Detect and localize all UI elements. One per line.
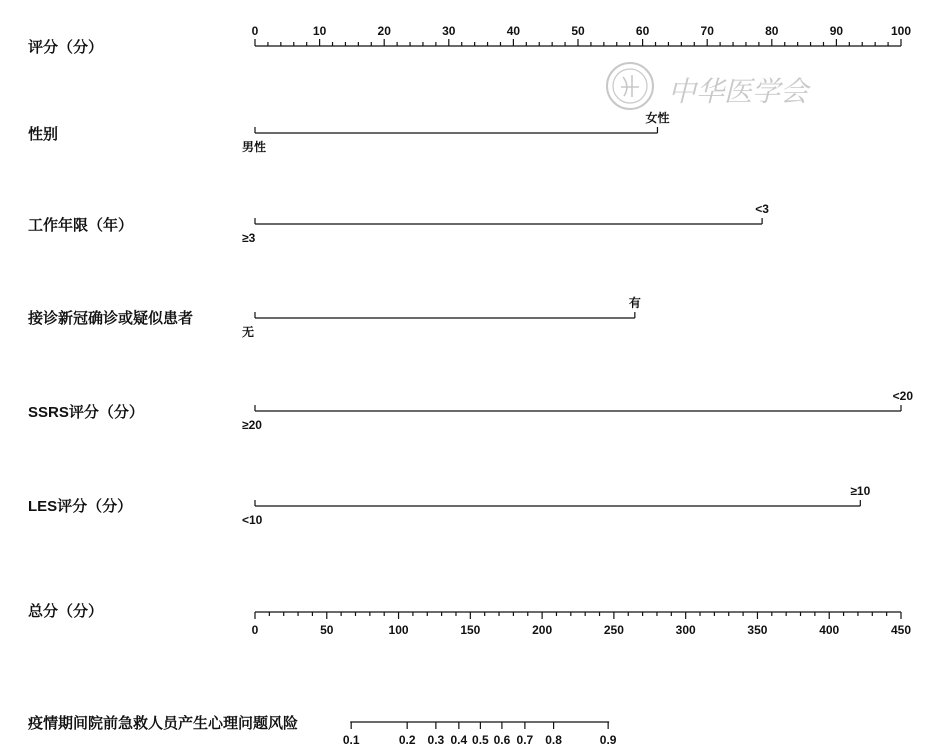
risk-tick-label: 0.4 bbox=[450, 733, 468, 746]
level-label: 无 bbox=[242, 325, 255, 339]
points-tick-label: 100 bbox=[890, 24, 912, 38]
total-tick-label: 450 bbox=[890, 623, 912, 637]
total-tick-label: 100 bbox=[388, 623, 409, 637]
level-label: ≥3 bbox=[242, 231, 256, 245]
predictor-row-les bbox=[28, 484, 871, 527]
level-label: <20 bbox=[892, 389, 913, 403]
points-axis-label: 评分（分） bbox=[28, 39, 104, 56]
level-label: <10 bbox=[242, 513, 263, 527]
predictor-label-ssrs: SSRS评分（分） bbox=[28, 404, 144, 421]
risk-axis-label: 疫情期间院前急救人员产生心理问题风险 bbox=[28, 715, 299, 732]
points-tick-label: 30 bbox=[442, 24, 456, 38]
points-tick-label: 90 bbox=[829, 24, 844, 38]
total-tick-label: 350 bbox=[747, 623, 768, 637]
total-points-axis-label: 总分（分） bbox=[28, 603, 104, 620]
total-tick-label: 250 bbox=[603, 623, 624, 637]
risk-tick-label: 0.9 bbox=[599, 733, 617, 746]
risk-tick-label: 0.5 bbox=[472, 733, 489, 746]
predictor-row-covid-contact bbox=[27, 295, 641, 339]
predictor-label-work-years: 工作年限（年） bbox=[28, 217, 134, 234]
predictor-row-work-years bbox=[28, 202, 769, 245]
points-tick-label: 40 bbox=[506, 24, 521, 38]
predictor-label-les: LES评分（分） bbox=[28, 498, 133, 515]
predictor-row-ssrs bbox=[28, 389, 913, 432]
predictor-label-gender: 性别 bbox=[28, 126, 59, 143]
risk-tick-label: 0.1 bbox=[342, 733, 360, 746]
points-tick-label: 20 bbox=[377, 24, 391, 38]
points-tick-label: 80 bbox=[765, 24, 779, 38]
points-tick-label: 10 bbox=[312, 24, 327, 38]
points-tick-label: 60 bbox=[635, 24, 650, 38]
total-tick-label: 0 bbox=[251, 623, 259, 637]
predictor-row-gender bbox=[28, 110, 669, 154]
risk-tick-label: 0.8 bbox=[545, 733, 562, 746]
points-axis bbox=[28, 24, 911, 56]
predictor-label-covid-contact: 接诊新冠确诊或疑似患者 bbox=[28, 310, 194, 327]
points-tick-label: 0 bbox=[251, 24, 259, 38]
watermark-text: 中华医学会 bbox=[668, 75, 809, 108]
watermark bbox=[607, 63, 811, 109]
risk-tick-label: 0.7 bbox=[516, 733, 534, 746]
society-seal-logo bbox=[607, 63, 653, 109]
level-label: <3 bbox=[755, 202, 769, 216]
risk-tick-label: 0.3 bbox=[427, 733, 445, 746]
points-tick-label: 70 bbox=[700, 24, 714, 38]
total-tick-label: 150 bbox=[460, 623, 481, 637]
level-label: 有 bbox=[628, 296, 641, 310]
total-tick-label: 200 bbox=[532, 623, 553, 637]
level-label: 女性 bbox=[645, 111, 670, 125]
level-label: 男性 bbox=[242, 140, 267, 154]
risk-tick-label: 0.2 bbox=[398, 733, 416, 746]
total-tick-label: 50 bbox=[320, 623, 334, 637]
level-label: ≥20 bbox=[242, 418, 262, 432]
total-tick-label: 300 bbox=[675, 623, 696, 637]
total-points-axis bbox=[28, 602, 911, 637]
points-tick-label: 50 bbox=[571, 24, 585, 38]
total-tick-label: 400 bbox=[819, 623, 840, 637]
level-label: ≥10 bbox=[850, 484, 871, 498]
risk-tick-label: 0.6 bbox=[493, 733, 511, 746]
risk-axis bbox=[27, 714, 617, 746]
